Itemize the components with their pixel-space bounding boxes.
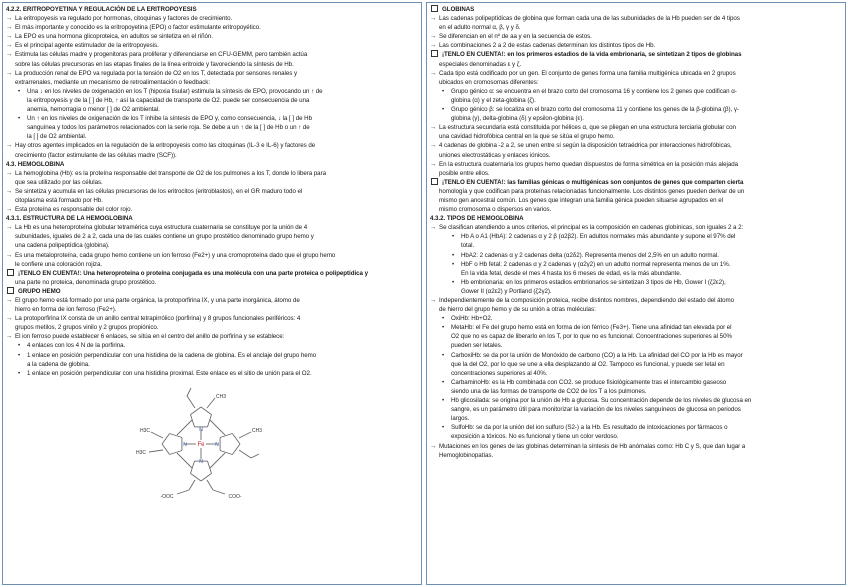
- vinyl-group: [187, 388, 191, 396]
- continuation-line: [430, 405, 842, 414]
- line-text: La producción renal de EPO va regulada por la tensión de O2 en los T, detectada por sensores renales y: [15, 69, 297, 77]
- bullet-item: [430, 423, 842, 432]
- line-text: Grupo génico β: se localiza en el brazo corto del cromosoma 11 y contiene los genes de la β-globina (β), γ-: [451, 106, 739, 114]
- arrow-item: [430, 141, 842, 150]
- arrow-item: [6, 32, 418, 41]
- line-text: La eritropoyesis va regulado por hormonas, citoquinas y factores de crecimiento.: [15, 15, 233, 23]
- line-text: Un ↑ en los niveles de oxigenación de los T inhibe la síntesis de EPO y, como consecuencia, ↓ la [ ] de Hb: [27, 115, 312, 123]
- iron-atom-label: Fe: [197, 441, 205, 448]
- vinyl-group: [239, 450, 251, 458]
- line-text: especiales denominadas ε y ζ.: [439, 60, 522, 68]
- methyl-group: [151, 432, 163, 438]
- line-text: La protoporfirina IX consta de un anillo central tetrapirrólico (porfirina) y 8 grupos funcionales periféricos: 4: [15, 315, 301, 323]
- continuation-line: [6, 105, 418, 114]
- continuation-line: [430, 360, 842, 369]
- pyrrole-bond: [191, 473, 202, 481]
- continuation-line: [6, 132, 418, 141]
- line-text: pueden ser letales.: [451, 342, 503, 350]
- line-text: Hay otros agentes implicados en la regulación de la eritropoyesis como las citoquinas (IL-3 e IL-6) y factores de: [15, 142, 316, 150]
- line-text: anemia, hemorragia o menor [ ] de O2 ambiental.: [27, 106, 160, 114]
- line-text: largos.: [451, 415, 470, 423]
- line-text: la [ ] de O2 ambiental.: [27, 133, 87, 141]
- line-text: posible entre ellos.: [439, 169, 490, 177]
- arrow-icon: →: [430, 160, 437, 168]
- bullet-icon: •: [452, 251, 455, 259]
- arrow-icon: →: [6, 69, 13, 77]
- bullet-icon: •: [442, 424, 445, 432]
- meso-bridge: [210, 453, 225, 468]
- arrow-item: [6, 251, 418, 260]
- continuation-line: [6, 260, 418, 269]
- line-text: Las cadenas polipeptídicas de globina que forman cada una de las subunidades de la Hb pueden ser de 4 tipos: [439, 15, 740, 23]
- line-text: El ion ferroso puede establecer 6 enlaces, se sitúa en el centro del anillo de porfirina y se establece:: [15, 333, 285, 341]
- line-text: sangre, es un parámetro útil para monitorizar la variación de los niveles sanguíneos de glucosa en periodos: [451, 406, 741, 414]
- box-item: [6, 287, 418, 296]
- line-text: Hemoglobinopatías.: [439, 451, 494, 459]
- box-item: [430, 50, 842, 59]
- arrow-icon: →: [430, 33, 437, 41]
- bullet-item: [430, 323, 842, 332]
- right-column: [426, 2, 846, 585]
- nitrogen-label: N: [199, 458, 203, 465]
- line-text: hierro en forma de ion ferroso (Fe2+).: [15, 306, 117, 314]
- line-text: La estructura secundaria está constituida por hélices α, que se pliegan en una estructura terciaria globular con: [439, 124, 736, 132]
- bullet-icon: •: [442, 106, 445, 114]
- arrow-icon: →: [6, 33, 13, 41]
- propionate-group: [177, 490, 189, 494]
- continuation-line: [6, 123, 418, 132]
- continuation-line: [6, 278, 418, 287]
- continuation-line: [430, 114, 842, 123]
- line-text: extrarrenales, mediante un mecanismo de retroalimentación o feedback:: [15, 78, 211, 86]
- line-text: 4.3. HEMOGLOBINA: [6, 160, 65, 168]
- line-text: GLOBINAS: [442, 6, 475, 13]
- line-text: una cavidad hidrofóbica central en la que se sitúa el grupo hemo.: [439, 133, 615, 141]
- section-heading: [6, 5, 418, 14]
- bullet-item: [430, 251, 842, 260]
- arrow-item: [6, 314, 418, 323]
- pyrrole-bond: [170, 433, 182, 437]
- line-text: CarboxiHb: se da por la unión de Monóxido de carbono (CO) a la Hb. La afinidad del CO por la Hb es mayor: [451, 351, 743, 359]
- line-text: en el adulto normal α, β, γ y δ.: [439, 24, 521, 32]
- line-text: SulfoHb: se da por la unión del ion sulfuro (S2-) a la Hb. Es resultado de intoxicaciones por fármacos o: [451, 424, 728, 432]
- line-text: Hb A o A1 (HbA): 2 cadenas α y 2 β (α2β2). En adultos normales más abundante y supone el 97% del: [461, 233, 736, 241]
- arrow-item: [6, 169, 418, 178]
- checkbox-icon: [7, 287, 14, 294]
- arrow-icon: →: [6, 333, 13, 341]
- arrow-icon: →: [430, 224, 437, 232]
- continuation-line: [6, 360, 418, 369]
- continuation-line: [430, 287, 842, 296]
- pyrrole-bond: [220, 450, 232, 454]
- line-text: que la del O2, por lo que se une a ella desplazando al O2. Tampoco es funcional, y puede ser letal en: [451, 360, 725, 368]
- arrow-icon: →: [430, 42, 437, 50]
- line-text: una parte no proteica, denominada grupo prostético.: [15, 278, 157, 286]
- pyrrole-bond: [201, 407, 212, 415]
- line-text: MetaHb: el Fe del grupo hemo está en forma de ion férrico (Fe3+). Tiene una afinidad tan elevada por el: [451, 324, 732, 332]
- propionate-group: [207, 480, 213, 490]
- arrow-item: [6, 296, 418, 305]
- line-text: le confiere una coloración rojiza.: [15, 260, 103, 268]
- arrow-icon: →: [430, 69, 437, 77]
- line-text: Hb glicosilada: se origina por la unión de Hb a glucosa. Su concentración depende de los niveles de glucosa en: [451, 397, 752, 405]
- pyrrole-bond: [191, 407, 202, 415]
- line-text: Hb embrionaria: en los primeros estadios embrionarios se sintetizan 3 tipos de Hb, Gower I (ζ2ε2),: [461, 278, 726, 286]
- line-text: Mutaciones en los genes de las globinas determinan la síntesis de Hb anómalas como: Hb C y S, que dan lugar a: [439, 442, 746, 450]
- arrow-icon: →: [6, 206, 13, 214]
- continuation-line: [430, 269, 842, 278]
- arrow-item: [6, 23, 418, 32]
- checkbox-icon: [431, 50, 438, 57]
- arrow-item: [430, 160, 842, 169]
- line-text: Las combinaciones 2 a 2 de estas cadenas determinan los distintos tipos de Hb.: [439, 42, 656, 50]
- methyl-group: [207, 398, 215, 408]
- arrow-icon: →: [430, 124, 437, 132]
- line-text: La EPO es una hormona glicoproteica, en adultos se sintetiza en el riñón.: [15, 33, 213, 41]
- meso-bridge: [177, 420, 192, 435]
- arrow-icon: →: [430, 142, 437, 150]
- line-text: 4.3.1. ESTRUCTURA DE LA HEMOGLOBINA: [6, 215, 133, 223]
- continuation-line: [430, 196, 842, 205]
- line-text: En la vida fetal, desde el mes 4 hasta los 6 meses de edad, es la más abundante.: [461, 269, 682, 277]
- propionate-label: -OOC: [160, 493, 174, 500]
- continuation-line: [6, 232, 418, 241]
- arrow-icon: →: [6, 51, 13, 59]
- line-text: sanguínea y todos los parámetros relacionados con la serie roja. Se debe a un ↑ de la [ ] de Hb o un ↑ de: [27, 124, 310, 132]
- box-item: [430, 5, 842, 14]
- line-text: 4.3.2. TIPOS DE HEMOGLOBINA: [430, 215, 524, 223]
- continuation-line: [430, 414, 842, 423]
- continuation-line: [6, 60, 418, 69]
- bullet-item: [6, 114, 418, 123]
- line-text: Es una metaloproteína, cada grupo hemo contiene un ion ferroso (Fe2+) y una cromoproteína dado que el grupo hemo: [15, 251, 336, 259]
- line-text: Es el principal agente estimulador de la eritropoyesis.: [15, 42, 159, 50]
- line-text: 4.2.2. ERITROPOYETINA Y REGULACIÓN DE LA ERITROPOYESIS: [6, 6, 197, 13]
- continuation-line: [430, 169, 842, 178]
- heme-structure-diagram: [6, 382, 418, 500]
- arrow-icon: →: [6, 169, 13, 177]
- line-text: concentraciones superiores al 40%.: [451, 369, 548, 377]
- checkbox-icon: [431, 178, 438, 185]
- line-text: globina (γ), delta-globina (δ) y epsilon-globina (ε).: [451, 115, 584, 123]
- arrow-icon: →: [6, 187, 13, 195]
- continuation-line: [6, 241, 418, 250]
- line-text: HbF o Hb fetal: 2 cadenas α y 2 cadenas γ (α2γ2) en un adulto normal representa menos de un 1%.: [461, 260, 731, 268]
- continuation-line: [430, 332, 842, 341]
- pyrrole-bond: [220, 433, 232, 437]
- continuation-line: [430, 187, 842, 196]
- arrow-icon: →: [6, 142, 13, 150]
- propionate-group: [213, 490, 225, 494]
- line-text: mismo cromosoma o dispersos en varios.: [439, 206, 552, 214]
- arrow-icon: →: [430, 15, 437, 23]
- nitrogen-label: N: [199, 426, 203, 433]
- line-text: Estimula las células madre y progenitoras para proliferar y diferenciarse en CFU-GEMM, pero también actúa: [15, 51, 308, 59]
- continuation-line: [430, 151, 842, 160]
- bullet-item: [430, 232, 842, 241]
- methyl-group: [239, 432, 251, 438]
- arrow-item: [6, 205, 418, 214]
- line-text: crecimiento (factor estimulante de las células madre (SCF)).: [15, 151, 177, 159]
- line-text: ¡TENLO EN CUENTA!: Una heteroproteína o proteína conjugada es una molécula con una parte proteica o polipeptídica y: [18, 269, 368, 277]
- continuation-line: [6, 196, 418, 205]
- line-text: globina (α) y el zeta-globina (ζ).: [451, 96, 536, 104]
- continuation-line: [430, 132, 842, 141]
- checkbox-icon: [431, 5, 438, 12]
- bullet-icon: •: [452, 278, 455, 286]
- arrow-item: [430, 442, 842, 451]
- bullet-icon: •: [18, 351, 21, 359]
- arrow-icon: →: [430, 442, 437, 450]
- continuation-line: [6, 151, 418, 160]
- vinyl-group: [251, 454, 259, 458]
- line-text: grupos metilos, 2 grupos vinilo y 2 grupos propiónico.: [15, 324, 159, 332]
- section-heading: [6, 214, 418, 223]
- arrow-item: [430, 296, 842, 305]
- arrow-icon: →: [6, 15, 13, 23]
- nitrogen-label: N: [215, 441, 219, 448]
- pyrrole-bond: [170, 450, 182, 454]
- bullet-item: [430, 396, 842, 405]
- box-item: [6, 269, 418, 278]
- methyl-label: CH3: [215, 393, 227, 400]
- arrow-item: [6, 187, 418, 196]
- line-text: ¡TENLO EN CUENTA!: las familias génicas o multigénicas son conjuntos de genes que comparten cierta: [442, 178, 744, 186]
- arrow-item: [6, 69, 418, 78]
- bullet-item: [6, 87, 418, 96]
- line-text: ubicados en cromosomas diferentes:: [439, 78, 539, 86]
- continuation-line: [6, 305, 418, 314]
- bullet-icon: •: [442, 87, 445, 95]
- arrow-item: [6, 141, 418, 150]
- line-text: Se sintetiza y acumula en las células precursoras de los eritrocitos (eritroblastos), en el GR maduro todo el: [15, 187, 303, 195]
- continuation-line: [430, 341, 842, 350]
- line-text: uniones electrostáticas y enlaces iónicos.: [439, 151, 551, 159]
- continuation-line: [6, 78, 418, 87]
- arrow-item: [430, 223, 842, 232]
- line-text: HbA2: 2 cadenas α y 2 cadenas delta (α2δ2). Representa menos del 2,5% en un adulto normal.: [461, 251, 719, 259]
- line-text: siendo una de las formas de transporte de CO2 de los T a los pulmones.: [451, 387, 647, 395]
- methyl-label: CH3: [251, 427, 263, 434]
- section-heading: [6, 160, 418, 169]
- line-text: Se diferencian en el nº de aa y en la secuencia de estos.: [439, 33, 592, 41]
- arrow-icon: →: [6, 315, 13, 323]
- line-text: Esta proteína es responsable del color rojo.: [15, 206, 133, 214]
- line-text: total.: [461, 242, 475, 250]
- bullet-item: [430, 260, 842, 269]
- vinyl-group: [187, 396, 195, 408]
- continuation-line: [430, 451, 842, 460]
- arrow-item: [6, 14, 418, 23]
- continuation-line: [430, 432, 842, 441]
- line-text: 1 enlace en posición perpendicular con una histidina proximal. Este enlace es el sitio de unión para el O2.: [27, 369, 312, 377]
- propionate-label: COO-: [228, 493, 242, 500]
- bullet-icon: •: [18, 369, 21, 377]
- bullet-icon: •: [442, 324, 445, 332]
- line-text: homología y que codifican para proteínas relacionadas funcionalmente. Los distintos genes pueden derivar de un: [439, 187, 745, 195]
- continuation-line: [430, 241, 842, 250]
- line-text: Una ↓ en los niveles de oxigenación en los T (hipoxia tisular) estimula la síntesis de EPO, provocando un ↑ de: [27, 87, 323, 95]
- pyrrole-bond: [162, 433, 170, 444]
- line-text: En la estructura cuaternaria los grupos hemo quedan dispuestos de forma simétrica en la posición más alejada: [439, 160, 738, 168]
- line-text: 4 enlaces con los 4 N de la porfirina.: [27, 342, 126, 350]
- continuation-line: [430, 369, 842, 378]
- arrow-item: [430, 41, 842, 50]
- continuation-line: [430, 305, 842, 314]
- continuation-line: [6, 96, 418, 105]
- bullet-item: [6, 369, 418, 378]
- bullet-icon: •: [442, 378, 445, 386]
- line-text: OxiHb: Hb+O2.: [451, 315, 493, 323]
- heme-svg: [101, 382, 301, 500]
- line-text: ¡TENLO EN CUENTA!: en los primeros estadios de la vida embrionaria, se sintetizan 2 tipos de globinas: [442, 51, 742, 59]
- pyrrole-bond: [232, 433, 240, 444]
- pyrrole-bond: [162, 444, 170, 455]
- line-text: 1 enlace en posición perpendicular con una histidina de la cadena de globina. Es el anclaje del grupo hemo: [27, 351, 317, 359]
- line-text: GRUPO HEMO: [18, 287, 61, 295]
- line-text: Independientemente de la composición proteica, recibe distintos nombres, dependiendo del estado del átomo: [439, 297, 735, 304]
- methyl-group: [149, 450, 163, 452]
- bullet-icon: •: [442, 351, 445, 359]
- bullet-item: [430, 87, 842, 96]
- arrow-item: [6, 223, 418, 232]
- line-text: CarbaminoHb: es la Hb combinada con CO2. se produce fisiológicamente tras el intercambio gaseoso: [451, 378, 727, 386]
- line-text: El grupo hemo está formado por una parte orgánica, la protoporfirina IX, y una parte inorgánica, átomo de: [15, 297, 300, 304]
- arrow-icon: →: [6, 224, 13, 232]
- line-text: de hierro del grupo hemo y de su unión a otras moléculas:: [439, 306, 596, 314]
- arrow-icon: →: [6, 24, 13, 32]
- arrow-item: [6, 332, 418, 341]
- line-text: mismo gen ancestral común. Los genes que integran una familia génica pueden situarse agrupados en el: [439, 196, 723, 204]
- pyrrole-bond: [201, 473, 212, 481]
- arrow-item: [6, 41, 418, 50]
- line-text: a la cadena de globina.: [27, 360, 90, 368]
- line-text: La Hb es una heteroproteína globular tetramérica cuya estructura cuaternaria se constituye por la unión de 4: [15, 224, 308, 232]
- arrow-item: [430, 123, 842, 132]
- bullet-item: [430, 314, 842, 323]
- continuation-line: [430, 387, 842, 396]
- continuation-line: [6, 178, 418, 187]
- line-text: una cadena polipeptídica (globina).: [15, 242, 110, 250]
- bullet-item: [430, 351, 842, 360]
- line-text: 4 cadenas de globina -2 a 2, se unen entre sí según la disposición tetraédrica por interacciones hidrofóbicas,: [439, 142, 732, 150]
- line-text: exposición a tóxicos. No es funcional y tiene un color verdoso.: [451, 433, 619, 441]
- line-text: La hemoglobina (Hb): es la proteína responsable del transporte de O2 de los pulmones a los T, donde lo libera para: [15, 169, 326, 177]
- continuation-line: [430, 60, 842, 69]
- line-text: que sea utilizado por las células.: [15, 178, 103, 186]
- line-text: Se clasifican atendiendo a unos criterios, el principal es la composición en cadenas globínicas, son iguales 2 a 2:: [439, 224, 744, 232]
- line-text: citoplasma está formado por Hb.: [15, 196, 103, 204]
- methyl-label: H3C: [135, 449, 147, 456]
- checkbox-icon: [7, 269, 14, 276]
- meso-bridge: [177, 453, 192, 468]
- meso-bridge: [210, 420, 225, 435]
- arrow-icon: →: [6, 42, 13, 50]
- box-item: [430, 178, 842, 187]
- continuation-line: [430, 205, 842, 214]
- line-text: O2 que no es capaz de liberarlo en los T, por lo que no es funcional. Concentraciones superiores al 50%: [451, 333, 732, 341]
- bullet-item: [430, 378, 842, 387]
- bullet-item: [6, 351, 418, 360]
- line-text: la eritropoyesis y de la [ ] de Hb, ↑ así la capacidad de transporte de O2. puede ser consecuencia de una: [27, 96, 310, 104]
- propionate-group: [189, 480, 195, 490]
- continuation-line: [430, 23, 842, 32]
- bullet-item: [430, 105, 842, 114]
- bullet-icon: •: [18, 87, 21, 95]
- arrow-item: [430, 14, 842, 23]
- line-text: Gower II (α2ε2) y Portland (ζ2γ2).: [461, 287, 552, 295]
- line-text: sobre las células precursoras en las etapas finales de la línea eritroide y favoreciendo la síntesis de Hb.: [15, 60, 294, 68]
- continuation-line: [430, 96, 842, 105]
- line-text: El más importante y conocido es la eritropoyetina (EPO) o factor estimulante eritropoyético.: [15, 24, 261, 32]
- arrow-icon: →: [430, 297, 437, 304]
- nitrogen-label: N: [183, 441, 187, 448]
- bullet-icon: •: [442, 397, 445, 405]
- bullet-icon: •: [452, 233, 455, 241]
- methyl-label: H3C: [139, 427, 151, 434]
- arrow-icon: →: [6, 251, 13, 259]
- bullet-icon: •: [18, 115, 21, 123]
- section-heading: [430, 214, 842, 223]
- line-text: Grupo génico α: se encuentra en el brazo corto del cromosoma 16 y contiene los 2 genes que codifican α-: [451, 87, 737, 95]
- left-column: [2, 2, 422, 585]
- bullet-item: [430, 278, 842, 287]
- arrow-item: [6, 50, 418, 59]
- bullet-icon: •: [442, 315, 445, 323]
- bullet-icon: •: [18, 342, 21, 350]
- line-text: subunidades, iguales de 2 a 2, cada una de las cuales contiene un grupo prostético denominado grupo hemo y: [15, 233, 314, 241]
- continuation-line: [6, 323, 418, 332]
- arrow-icon: →: [6, 297, 13, 304]
- pyrrole-bond: [232, 444, 240, 455]
- arrow-item: [430, 32, 842, 41]
- arrow-item: [430, 69, 842, 78]
- continuation-line: [430, 78, 842, 87]
- bullet-item: [6, 341, 418, 350]
- line-text: Cada tipo está codificado por un gen. El conjunto de genes forma una familia multigénica ubicada en 2 grupos: [439, 69, 736, 77]
- bullet-icon: •: [452, 260, 455, 268]
